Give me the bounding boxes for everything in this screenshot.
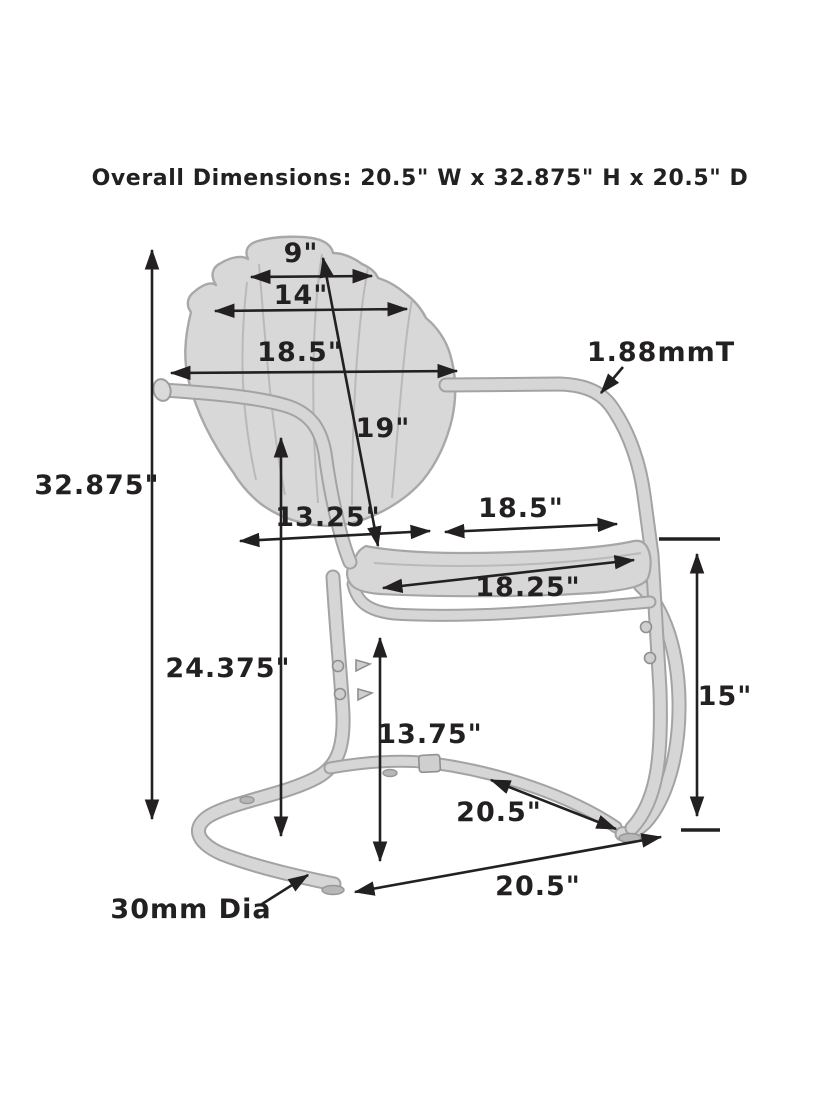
overall-dimensions-title: Overall Dimensions: 20.5" W x 32.875" H x 20.5" D (91, 166, 749, 191)
armrest-end-cap (151, 377, 173, 402)
dim-label-tube-thickness: 1.88mmT (586, 337, 736, 368)
dim-overall-height (34, 250, 159, 819)
chair-illustration (151, 237, 679, 895)
dim-label-back-full-width: 18.5" (257, 337, 343, 368)
bolt (641, 622, 652, 633)
bolt (335, 689, 346, 700)
dim-label-back-mid-width: 14" (273, 280, 329, 311)
dim-label-under-seat-clearance: 13.75" (377, 719, 483, 750)
dim-label-seat-front-width: 18.25" (475, 572, 581, 603)
runner-glide (240, 797, 254, 804)
dim-label-base-front-width: 20.5" (495, 871, 581, 902)
dim-label-overall-height: 32.875" (34, 470, 160, 501)
dim-label-seat-width: 18.5" (478, 493, 564, 524)
bracket-tab (356, 660, 370, 671)
dim-base-front-width (355, 837, 661, 902)
dim-label-seat-height: 15" (697, 681, 753, 712)
dim-label-back-to-seat-depth: 13.25" (275, 502, 381, 533)
dim-label-back-diagonal: 19" (355, 413, 411, 444)
dim-tube-thickness (587, 337, 735, 393)
bracket-tab (358, 689, 372, 700)
dim-tube-diameter (110, 875, 308, 925)
dim-label-back-top-to-ground: 24.375" (165, 653, 291, 684)
rail-coupling-joint (419, 754, 441, 772)
dim-label-tube-diameter: 30mm Dia (110, 894, 272, 925)
front-left-foot (322, 886, 344, 895)
bolt (645, 653, 656, 664)
dim-label-back-top-width: 9" (283, 238, 319, 269)
left-rear-leg-and-runner (198, 577, 343, 884)
runner-glide (383, 770, 397, 777)
bolt (333, 661, 344, 672)
dim-label-base-side-depth: 20.5" (456, 797, 542, 828)
dim-seat-width (445, 493, 617, 532)
